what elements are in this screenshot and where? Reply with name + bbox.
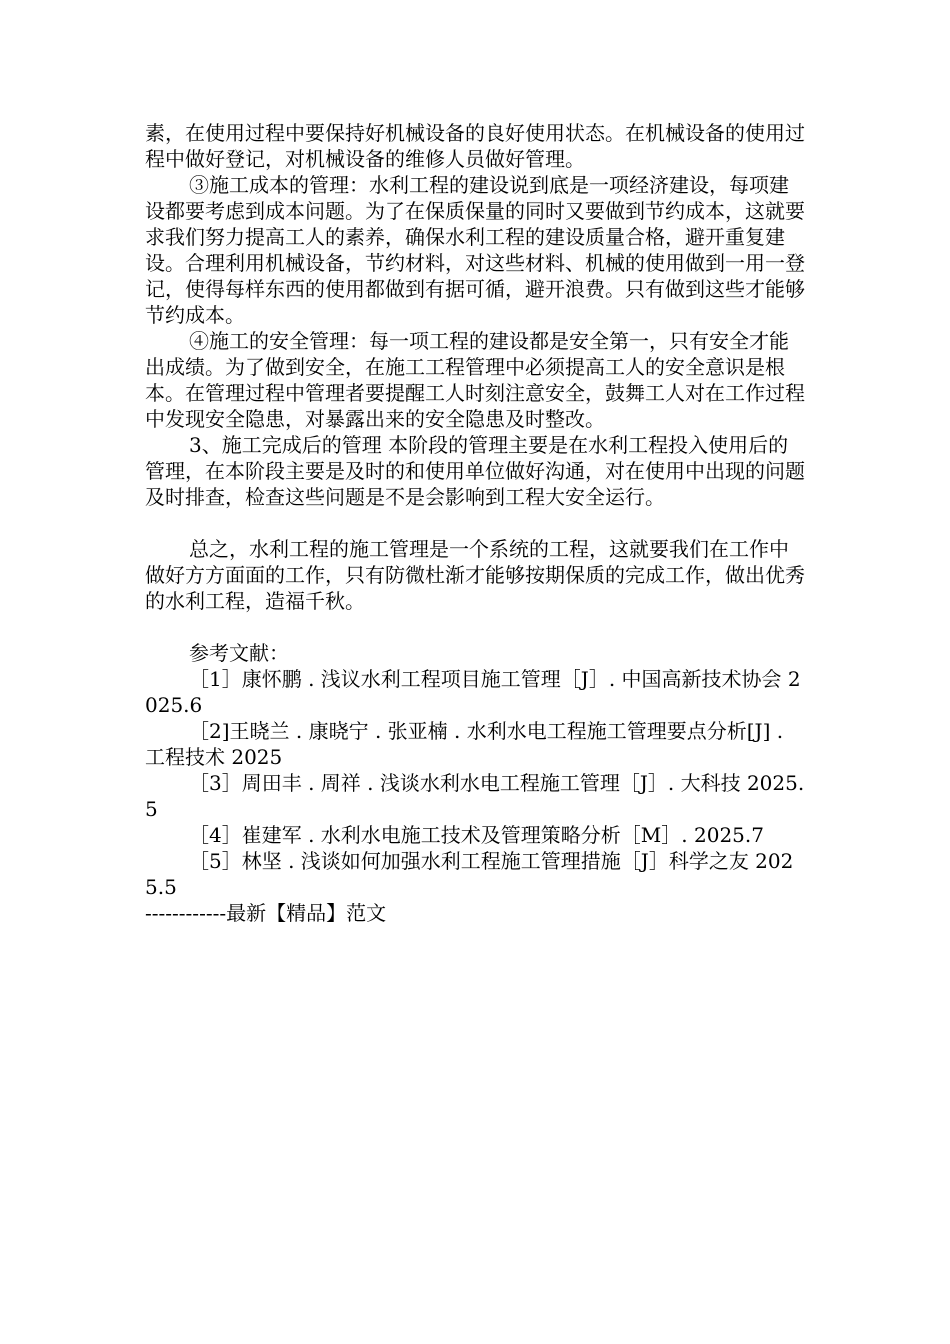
reference-item-5: ［5］林坚 . 浅谈如何加强水利工程施工管理措施［J］科学之友 2025.5	[145, 849, 794, 899]
document-page	[145, 120, 805, 926]
body-paragraph-safety-management: ④施工的安全管理：每一项工程的建设都是安全第一，只有安全才能出成绩。为了做到安全，在施工工程管理中必须提高工人的安全意识是根本。在管理过程中管理者要提醒工人时刻注意安全，鼓舞工人对在工作过程中发现安全隐患，对暴露出来的安全隐患及时整改。	[145, 329, 805, 431]
footer-text: ------------最新【精品】范文	[145, 901, 387, 925]
reference-item-4: ［4］崔建军 . 水利水电施工技术及管理策略分析［M］. 2025.7	[189, 823, 764, 847]
reference-item-1: ［1］康怀鹏 . 浅议水利工程项目施工管理［J］. 中国高新技术协会 2025.6	[145, 667, 801, 717]
references-section	[145, 640, 805, 900]
reference-item-2: ［2]王晓兰 . 康晓宁 . 张亚楠 . 水利水电工程施工管理要点分析[J] . 工程技术 2025	[145, 719, 784, 769]
body-paragraph-cost-management: ③施工成本的管理：水利工程的建设说到底是一项经济建设，每项建设都要考虑到成本问题。为了在保质保量的同时又要做到节约成本，这就要求我们努力提高工人的素养，确保水利工程的建设质量合格，避开重复建设。合理利用机械设备，节约材料，对这些材料、机械的使用做到一用一登记，使得每样东西的使用都做到有据可循，避开浪费。只有做到这些才能够节约成本。	[145, 173, 805, 327]
body-paragraph-post-construction: 3、施工完成后的管理 本阶段的管理主要是在水利工程投入使用后的管理，在本阶段主要是及时的和使用单位做好沟通，对在使用中出现的问题及时排查，检查这些问题是不是会影响到工程大安全运行。	[145, 433, 805, 509]
paragraph-gap	[145, 614, 805, 640]
paragraph-gap	[145, 510, 805, 536]
conclusion-paragraph: 总之，水利工程的施工管理是一个系统的工程，这就要我们在工作中做好方方面面的工作，只有防微杜渐才能够按期保质的完成工作，做出优秀的水利工程，造福千秋。	[145, 537, 805, 613]
reference-item-3: ［3］周田丰 . 周祥 . 浅谈水利水电工程施工管理［J］. 大科技 2025.5	[145, 771, 805, 821]
references-heading: 参考文献：	[189, 641, 289, 665]
body-paragraph-1: 素，在使用过程中要保持好机械设备的良好使用状态。在机械设备的使用过程中做好登记，对机械设备的维修人员做好管理。	[145, 121, 805, 171]
